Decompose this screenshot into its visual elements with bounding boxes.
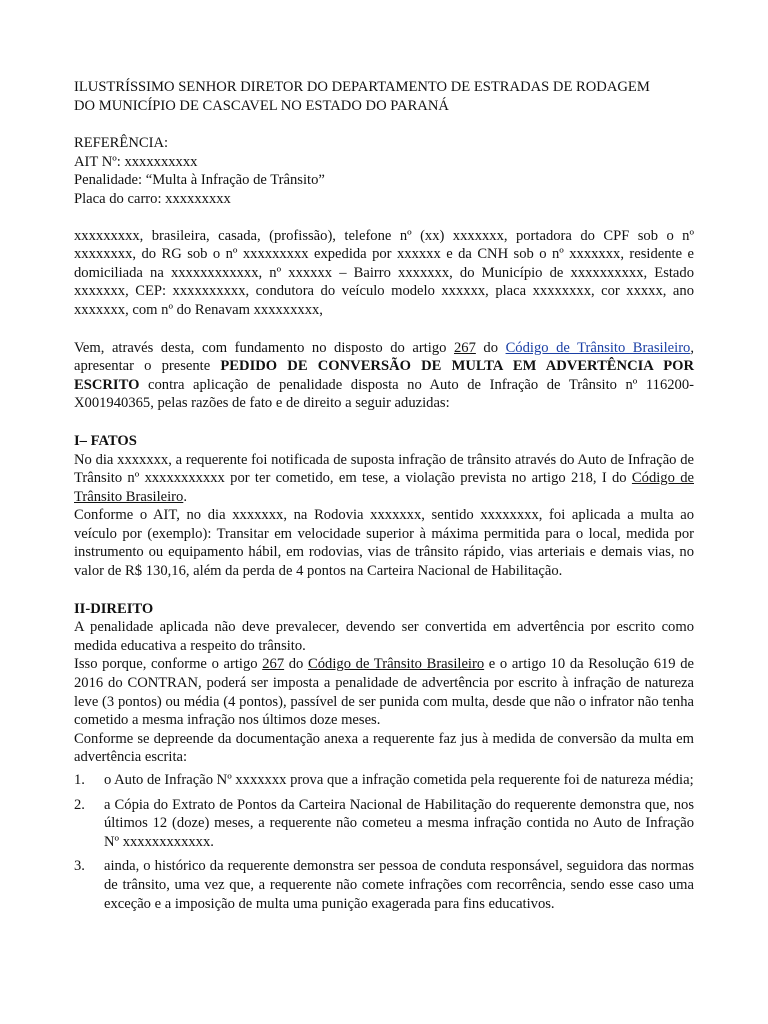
facts-ctb-link[interactable]: Código de Trânsito Brasileiro — [74, 470, 694, 505]
law-text-1: Isso porque, conforme o artigo — [74, 656, 263, 673]
facts-text-2: . — [183, 488, 187, 505]
reference-title: REFERÊNCIA: — [74, 135, 169, 152]
ctb-link[interactable]: Código de Trânsito Brasileiro — [505, 339, 691, 356]
list-item-text: a Cópia do Extrato de Pontos da Carteira Nacional de Habilitação do requerente demonstra que, nos últimos 12 (doze) meses, a requerente não cometeu a mesma infração contida no Auto de Infração Nº xxxxxxxxxxxx. — [104, 796, 694, 850]
facts-section — [74, 432, 694, 581]
list-item — [74, 857, 694, 913]
list-item-number: 1. — [74, 772, 85, 788]
reference-ait: AIT Nº: xxxxxxxxxx — [74, 153, 198, 170]
law-ctb-link[interactable]: Código de Trânsito Brasileiro — [308, 656, 485, 673]
header-line-2: DO MUNICÍPIO DE CASCAVEL NO ESTADO DO PARANÁ — [74, 97, 449, 114]
list-item — [74, 771, 694, 790]
list-item-number: 2. — [74, 796, 85, 813]
law-section — [74, 600, 694, 914]
law-title: II-DIREITO — [74, 600, 154, 617]
document-header — [74, 78, 694, 115]
evidence-list — [74, 771, 694, 913]
intro-bold-request: PEDIDO DE CONVERSÃO DE MULTA EM ADVERTÊNCIA POR ESCRITO — [74, 358, 694, 393]
intro-text-4: contra aplicação de penalidade disposta no Auto de Infração de Trânsito nº 116200-X001940365, pelas razões de fato e de direito a seguir aduzidas: — [74, 376, 694, 412]
law-article-267-link[interactable]: 267 — [262, 656, 285, 673]
reference-block — [74, 134, 694, 208]
intro-text-1: Vem, através desta, com fundamento no disposto do artigo — [74, 339, 454, 356]
law-text-3: e o artigo 10 da Resolução 619 de 2016 do CONTRAN, poderá ser imposta a penalidade de advertência por escrito à infração de natureza leve (3 pontos) ou média (4 pontos), passível de ser punida com multa, desde que não o infrator não tenha cometido a mesma infração nos últimos doze meses. — [74, 656, 695, 729]
list-item-number: 3. — [74, 858, 85, 875]
intro-text-2: do — [475, 339, 506, 356]
article-267-link[interactable]: 267 — [453, 339, 476, 356]
facts-text-1: No dia xxxxxxx, a requerente foi notificada de suposta infração de trânsito através do Auto de Infração de Trânsito nº xxxxxxxxxxx por ter cometido, em tese, a violação prevista no artigo 218, I do — [74, 451, 694, 487]
qualification-paragraph: xxxxxxxxx, brasileira, casada, (profissão), telefone nº (xx) xxxxxxx, portadora do CPF sob o nº xxxxxxxx, do RG sob o nº xxxxxxxxx expedida por xxxxxx e da CNH sob o nº xxxxxxx, residente e domiciliada na xxxxxxxxxxxx, nº xxxxxx – Bairro xxxxxxx, do Município de xxxxxxxxxx, Estado xxxxxxx, CEP: xxxxxxxxxx, condutora do veículo modelo xxxxxx, placa xxxxxxxx, cor xxxxx, ano xxxxxxx, com nº do Renavam xxxxxxxxx, — [74, 227, 694, 318]
facts-paragraph-2: Conforme o AIT, no dia xxxxxxx, na Rodovia xxxxxxx, sentido xxxxxxxx, foi aplicada a multa ao veículo por (exemplo): Transitar em velocidade superior à máxima permitida para o local, medida por instrumento ou equipamento hábil, em rodovias, vias de trânsito rápido, vias arteriais e demais vias, no valor de R$ 130,16, além da perda de 4 pontos na Carteira Nacional de Habilitação. — [74, 507, 694, 580]
list-item-text: o Auto de Infração Nº xxxxxxx prova que a infração cometida pela requerente foi de natureza média; — [104, 772, 694, 788]
list-item — [74, 796, 694, 852]
intro-paragraph — [74, 339, 694, 413]
list-item-text: ainda, o histórico da requerente demonstra ser pessoa de conduta responsável, seguidora das normas de trânsito, uma vez que, a requerente não comete infrações com recorrência, sendo esse caso uma exceção e a imposição de multa uma punição exagerada para fins educativos. — [104, 858, 694, 912]
header-line-1: ILUSTRÍSSIMO SENHOR DIRETOR DO DEPARTAMENTO DE ESTRADAS DE RODAGEM — [74, 79, 650, 95]
law-paragraph-1: A penalidade aplicada não deve prevalecer, devendo ser convertida em advertência por escrito como medida educativa a respeito do trânsito. — [74, 619, 694, 654]
reference-penalty: Penalidade: “Multa à Infração de Trânsito” — [74, 172, 325, 189]
intro-text-3: , apresentar o presente — [74, 339, 695, 375]
law-paragraph-3: Conforme se depreende da documentação anexa a requerente faz jus à medida de conversão da multa em advertência escrita: — [74, 730, 694, 766]
reference-plate: Placa do carro: xxxxxxxxx — [74, 190, 231, 207]
facts-paragraph-1 — [74, 451, 694, 507]
law-text-2: do — [284, 656, 309, 673]
facts-title: I– FATOS — [74, 432, 137, 449]
law-paragraph-2 — [74, 655, 694, 729]
